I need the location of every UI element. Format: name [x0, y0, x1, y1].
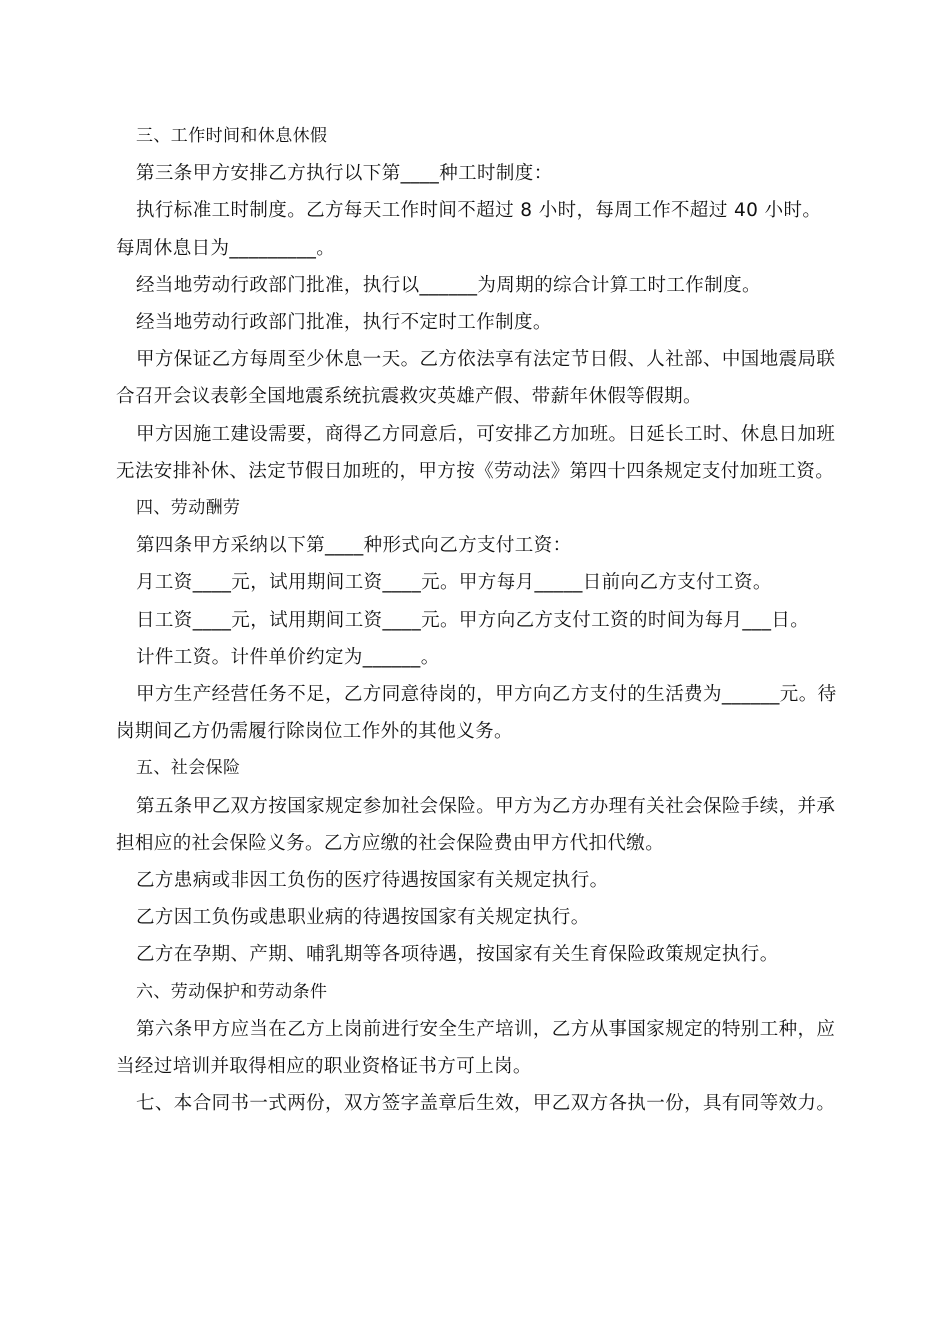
clause-rest-days: 甲方保证乙方每周至少休息一天。乙方依法享有法定节日假、人社部、中国地震局联合召开会议表彰全国地震系统抗震救灾英雄产假、带薪年休假等假期。 — [116, 349, 836, 408]
clause-flexible-hours: 经当地劳动行政部门批准，执行不定时工作制度。 — [136, 312, 552, 334]
clause-article-5: 第五条甲乙双方按国家规定参加社会保险。甲方为乙方办理有关社会保险手续，并承担相应的社会保险义务。乙方应缴的社会保险费由甲方代扣代缴。 — [116, 795, 836, 854]
clause-monthly-wage: 月工资____元，试用期间工资____元。甲方每月_____日前向乙方支付工资。 — [136, 572, 772, 594]
clause-work-injury: 乙方因工负伤或患职业病的待遇按国家有关规定执行。 — [136, 907, 590, 929]
section-heading-remuneration: 四、劳动酬劳 — [136, 498, 241, 519]
contract-text — [116, 118, 840, 1122]
clause-piece-wage: 计件工资。计件单价约定为______。 — [136, 646, 440, 668]
clause-article-3: 第三条甲方安排乙方执行以下第____种工时制度： — [136, 163, 553, 185]
section-heading-labor-protection: 六、劳动保护和劳动条件 — [136, 981, 328, 1002]
clause-article-6: 第六条甲方应当在乙方上岗前进行安全生产培训，乙方从事国家规定的特别工种，应当经过培训并取得相应的职业资格证书方可上岗。 — [116, 1018, 836, 1078]
clause-daily-wage: 日工资____元，试用期间工资____元。甲方向乙方支付工资的时间为每月___日。 — [136, 609, 810, 631]
clause-illness-treatment: 乙方患病或非因工负伤的医疗待遇按国家有关规定执行。 — [136, 870, 609, 892]
clause-standard-hours: 执行标准工时制度。乙方每天工作时间不超过 8 小时，每周工作不超过 40 小时。每周休息日为_________。 — [116, 200, 822, 259]
clause-overtime: 甲方因施工建设需要，商得乙方同意后，可安排乙方加班。日延长工时、休息日加班无法安排补休、法定节假日加班的，甲方按《劳动法》第四十四条规定支付加班工资。 — [116, 423, 836, 482]
section-heading-social-insurance: 五、社会保险 — [136, 758, 241, 779]
section-heading-work-hours: 三、工作时间和休息休假 — [136, 126, 328, 146]
clause-standby-allowance: 甲方生产经营任务不足，乙方同意待岗的，甲方向乙方支付的生活费为______元。待岗期间乙方仍需履行除岗位工作外的其他义务。 — [116, 684, 837, 743]
clause-article-4: 第四条甲方采纳以下第____种形式向乙方支付工资： — [136, 535, 572, 557]
clause-maternity: 乙方在孕期、产期、哺乳期等各项待遇，按国家有关生育保险政策规定执行。 — [136, 944, 779, 966]
clause-copies-effective: 七、本合同书一式两份，双方签字盖章后生效，甲乙双方各执一份，具有同等效力。 — [136, 1093, 836, 1115]
clause-comprehensive-hours: 经当地劳动行政部门批准，执行以______为周期的综合计算工时工作制度。 — [136, 274, 761, 296]
